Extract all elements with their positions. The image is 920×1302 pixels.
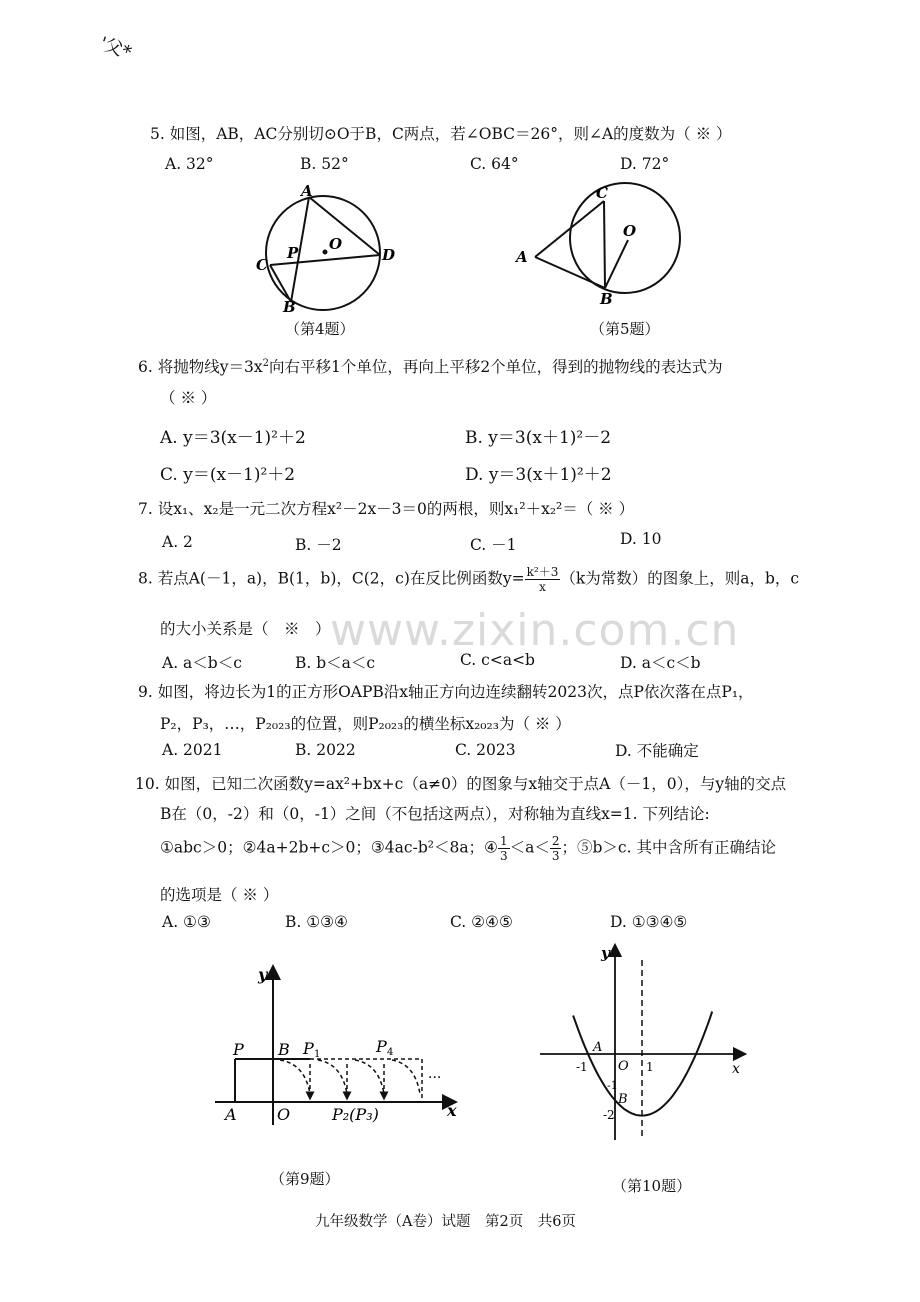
fig5-chord-cb [604,201,605,288]
q8-fraction [525,565,561,594]
fig9-label-b: B [278,1040,290,1059]
q10-frac1-den: 3 [499,849,508,863]
q9-stem-line1: 9. 如图，将边长为1的正方形OAPB沿x轴正方向边连续翻转2023次，点P依次落在点P₁， [138,683,754,701]
q10-option-b: B. ①③④ [285,913,348,931]
q10-option-c: C. ②④⑤ [450,913,513,931]
fig4-label-o: O [329,235,343,253]
q8-stem [138,565,799,594]
q8-stem-part2: （k为常数）的图象上，则a，b，c [560,569,800,588]
q6-option-c: C. y＝(x－1)²＋2 [160,465,296,485]
corner-mark: '父* [96,33,135,64]
fig9-arc-4 [392,1060,420,1094]
fig9-label-x: x [447,1101,457,1120]
q10-option-d: D. ①③④⑤ [610,913,688,931]
fig9-arc-3 [355,1060,384,1094]
figure-10 [535,940,755,1145]
q6-option-b: B. y＝3(x＋1)²－2 [465,428,612,448]
q7-option-d: D. 10 [620,530,662,548]
q7-option-b: B. －2 [295,536,342,554]
q10-stem-line1: 10. 如图，已知二次函数y=ax²+bx+c（a≠0）的图象与x轴交于点A（－1，0），与y轴的交点 [135,775,787,793]
q5-option-d: D. 72° [620,155,670,173]
fig9-label-o: O [277,1105,291,1124]
fig4-label-p: P [287,244,299,262]
q8-stem-part1: 8. 若点A(－1，a)，B(1，b)，C(2，c)在反比例函数y= [138,569,525,588]
fig5-tangent-ab [535,257,605,288]
q8-frac-num: k²＋3 [526,565,559,579]
q10-line3-part1: ①abc＞0；②4a+2b+c＞0；③4ac-b²＜8a；④ [160,838,498,857]
fig9-label-p1-sub: 1 [314,1049,321,1060]
fig5-caption: （第5题） [590,320,660,338]
fig5-tangent-ac [535,201,604,257]
q6-option-d: D. y＝3(x＋1)²＋2 [465,465,612,485]
q10-stem-line2: B在（0，-2）和（0，-1）之间（不包括这两点），对称轴为直线x=1. 下列结论: [160,805,710,823]
q8-stem-line2: 的大小关系是（ ※ ） [160,620,331,638]
watermark: www.zixin.com.cn [330,605,740,656]
fig9-arc-2 [318,1060,347,1094]
q10-fraction-1 [498,834,510,863]
q10-line3-part2: ＜a＜ [509,838,550,857]
q10-frac2-den: 3 [551,849,560,863]
fig9-label-p: P [233,1040,244,1059]
q8-option-b: B. b＜a＜c [295,654,376,672]
q10-frac2-num: 2 [551,834,560,848]
fig10-label-y-minus2: -2 [603,1108,615,1122]
fig5-label-o: O [623,222,637,240]
q8-option-c: C. c<a<b [460,651,535,669]
q5-option-b: B. 52° [300,155,349,173]
q8-frac-den: x [539,580,546,594]
fig4-label-d: D [382,246,396,264]
q7-option-a: A. 2 [162,533,193,551]
q6-stem [138,355,723,377]
q10-line3-part3: ；⑤b＞c. 其中含所有正确结论 [561,838,776,857]
q6-stem-exp: 2 [262,357,269,369]
q9-option-b: B. 2022 [295,741,356,759]
fig9-label-p2p3: P₂(P₃) [332,1105,379,1124]
fig10-label-y: y [601,944,610,962]
fig9-label-p4-sub: 4 [387,1047,394,1058]
fig9-label-p4: P [376,1037,387,1056]
q6-stem-part2: 向右平移1个单位，再向上平移2个单位，得到的抛物线的表达式为 [268,358,723,376]
fig4-center-dot [323,250,328,255]
fig9-label-p1: P [303,1039,314,1058]
q10-stem-line4: 的选项是（ ※ ） [160,886,279,904]
q6-stem-line2: （ ※ ） [160,389,217,407]
q5-stem: 5. 如图，AB，AC分别切⊙O于B，C两点，若∠OBC＝26°，则∠A的度数为（ ※ ） [150,125,732,143]
q5-option-c: C. 64° [470,155,519,173]
fig10-label-x: x [732,1061,740,1077]
fig5-label-c: C [596,184,608,202]
q10-stem-line3 [160,834,776,863]
figure-4 [245,180,405,315]
fig4-label-a: A [301,182,313,200]
fig10-label-a: A [593,1040,603,1055]
fig4-label-c: C [256,256,268,274]
q7-stem: 7. 设x₁、x₂是一元二次方程x²－2x－3＝0的两根，则x₁²＋x₂²＝（ ※ ） [138,500,635,518]
q7-option-c: C. －1 [470,536,517,554]
q9-option-a: A. 2021 [162,741,223,759]
fig5-radius-ob [605,240,628,288]
fig4-label-b: B [283,298,296,315]
fig9-label-a: A [225,1105,237,1124]
q10-option-a: A. ①③ [162,913,211,931]
q9-stem-line2: P₂，P₃，…，P₂₀₂₃的位置，则P₂₀₂₃的横坐标x₂₀₂₃为（ ※ ） [160,715,571,733]
q9-option-c: C. 2023 [455,741,516,759]
page-footer: 九年级数学（A卷）试题 第2页 共6页 [315,1214,576,1230]
q10-frac1-num: 1 [499,834,508,848]
q9-option-d: D. 不能确定 [615,742,699,760]
q6-stem-part1: 6. 将抛物线y＝3x [138,358,263,376]
fig5-label-b: B [600,290,613,308]
fig4-segment-cb [270,265,291,302]
fig4-segment-ad [309,197,380,255]
figure-5 [510,182,685,310]
q8-option-a: A. a＜b＜c [162,654,242,672]
q5-option-a: A. 32° [165,155,214,173]
fig9-caption: （第9题） [270,1170,340,1188]
fig10-label-plus1: 1 [646,1060,654,1074]
fig9-label-y: y [258,965,268,984]
fig10-label-b: B [618,1092,628,1107]
fig10-caption: （第10题） [612,1177,692,1195]
fig4-caption: （第4题） [285,320,355,338]
fig10-label-o: O [618,1059,629,1074]
figure-9 [210,960,470,1135]
q8-option-d: D. a＜c＜b [620,654,701,672]
q10-fraction-2 [550,834,562,863]
q6-option-a: A. y＝3(x－1)²＋2 [160,428,306,448]
fig9-arc-1 [280,1060,310,1094]
fig10-label-y-minus1: -1 [607,1079,618,1092]
fig5-label-a: A [516,248,528,266]
fig10-label-minus1: -1 [576,1060,588,1074]
fig9-label-dots: ··· [428,1070,442,1086]
